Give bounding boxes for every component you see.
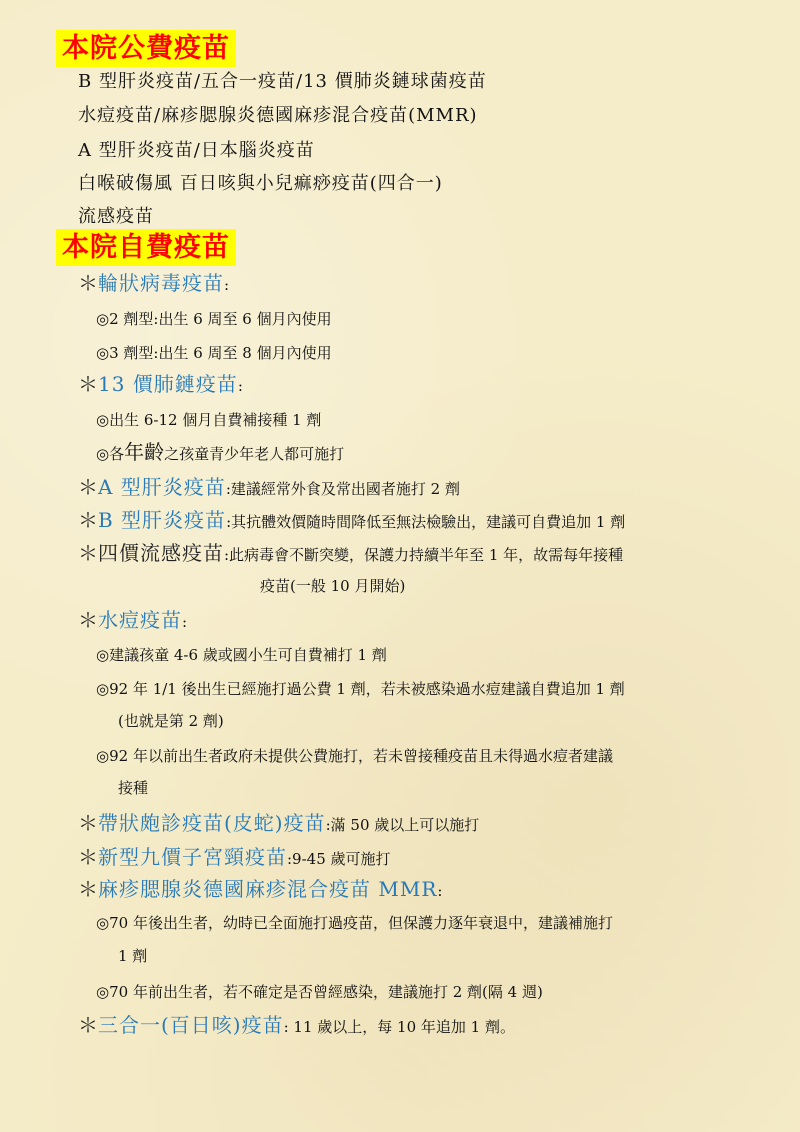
pcv13-note2-big: 年齡 [124, 440, 165, 464]
flu-desc: :此病毒會不斷突變，保護力持續半年至 1 年，故需每年接種 [224, 546, 624, 564]
public-vaccine-item: 白喉破傷風 百日咳與小兒痲痧疫苗(四合一) [78, 173, 443, 194]
public-vaccines-heading: 本院公費疫苗 [56, 30, 236, 67]
varicella-note-continued: (也就是第 2 劑) [118, 712, 224, 730]
mmr-note-continued: 1 劑 [118, 947, 148, 965]
rotavirus-name: 輪狀病毒疫苗 [98, 271, 224, 295]
bullet-star: ＊ [78, 508, 98, 532]
rotavirus-colon: : [224, 276, 230, 294]
hpv-entry [78, 845, 391, 869]
public-vaccine-item: A 型肝炎疫苗/日本腦炎疫苗 [78, 140, 315, 161]
bullet-star: ＊ [78, 271, 98, 295]
hpv-desc: :9-45 歲可施打 [287, 850, 391, 868]
public-vaccine-item: B 型肝炎疫苗/五合一疫苗/13 價肺炎鏈球菌疫苗 [78, 71, 487, 92]
varicella-note-continued: 接種 [118, 779, 149, 797]
pcv13-note2-pre: ◎各 [96, 445, 125, 463]
varicella-note: ◎92 年以前出生者政府未提供公費施打，若未曾接種疫苗且未得過水痘者建議 [96, 747, 613, 765]
hpv-name: 新型九價子宮頸疫苗 [98, 845, 287, 869]
bullet-star: ＊ [78, 877, 98, 901]
hepb-entry [78, 508, 625, 532]
varicella-colon: : [182, 613, 188, 631]
mmr-entry [78, 877, 442, 901]
tdap-entry [78, 1013, 515, 1037]
public-vaccine-item: 流感疫苗 [78, 206, 154, 227]
mmr-colon: : [437, 882, 443, 900]
hepb-name: B 型肝炎疫苗 [98, 508, 227, 532]
mmr-name: 麻疹腮腺炎德國麻疹混合疫苗 MMR [98, 877, 438, 901]
pcv13-entry [78, 372, 243, 396]
varicella-name: 水痘疫苗 [98, 608, 182, 632]
bullet-star: ＊ [78, 475, 98, 499]
pcv13-colon: : [237, 377, 243, 395]
hepa-name: A 型肝炎疫苗 [98, 475, 226, 499]
bullet-star: ＊ [78, 845, 98, 869]
varicella-note: ◎92 年 1/1 後出生已經施打過公費 1 劑，若未被感染過水痘建議自費追加 1 劑 [96, 680, 625, 698]
bullet-star: ＊ [78, 811, 98, 835]
bullet-star: ＊ [78, 1013, 98, 1037]
bullet-star: ＊ [78, 608, 98, 632]
flu-name: 四價流感疫苗 [98, 541, 224, 565]
pcv13-note [96, 440, 344, 464]
hepb-desc: :其抗體效價隨時間降低至無法檢驗出，建議可自費追加 1 劑 [226, 513, 626, 531]
bullet-star: ＊ [78, 541, 98, 565]
tdap-desc: : 11 歲以上，每 10 年追加 1 劑。 [283, 1018, 515, 1036]
hepa-entry [78, 475, 460, 499]
rotavirus-note: ◎3 劑型:出生 6 周至 8 個月內使用 [96, 344, 332, 362]
zoster-desc: :滿 50 歲以上可以施打 [325, 816, 480, 834]
self-paid-vaccines-heading: 本院自費疫苗 [56, 229, 236, 266]
mmr-note: ◎70 年前出生者，若不確定是否曾經感染，建議施打 2 劑(隔 4 週) [96, 983, 543, 1001]
rotavirus-note: ◎2 劑型:出生 6 周至 6 個月內使用 [96, 310, 332, 328]
pcv13-note2-post: 之孩童青少年老人都可施打 [164, 445, 345, 463]
flu-desc-continued: 疫苗(一般 10 月開始) [260, 577, 406, 595]
mmr-note: ◎70 年後出生者，幼時已全面施打過疫苗，但保護力逐年衰退中，建議補施打 [96, 914, 613, 932]
flu-entry [78, 541, 623, 565]
pcv13-name: 13 價肺鏈疫苗 [98, 372, 238, 396]
hepa-desc: :建議經常外食及常出國者施打 2 劑 [225, 480, 460, 498]
varicella-entry [78, 608, 187, 632]
rotavirus-entry [78, 271, 229, 295]
zoster-name: 帶狀皰診疫苗(皮蛇)疫苗 [98, 811, 326, 835]
varicella-note: ◎建議孩童 4-6 歲或國小生可自費補打 1 劑 [96, 646, 387, 664]
tdap-name: 三合一(百日咳)疫苗 [98, 1013, 284, 1037]
pcv13-note: ◎出生 6-12 個月自費補接種 1 劑 [96, 411, 322, 429]
public-vaccine-item: 水痘疫苗/麻疹腮腺炎德國麻疹混合疫苗(MMR) [78, 105, 478, 126]
zoster-entry [78, 811, 479, 835]
bullet-star: ＊ [78, 372, 98, 396]
